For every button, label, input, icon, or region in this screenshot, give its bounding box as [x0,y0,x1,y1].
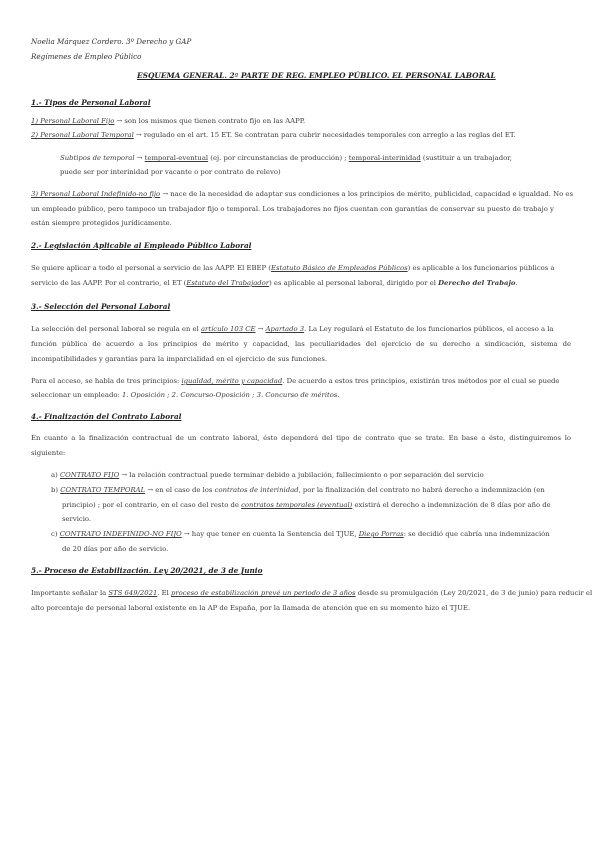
proceso-estabilizacion-link[interactable]: proceso de estabilización prevé un periodo de 3 años [171,589,356,597]
personal-fijo-link[interactable]: 1) Personal Laboral Fijo [31,117,115,125]
personal-temporal-link[interactable]: 2) Personal Laboral Temporal [31,131,134,139]
s1-fijo-text: → son los mismos que tienen contrato fijo en las AAPP. [114,117,306,125]
section-4-heading: 4.- Finalización del Contrato Laboral [31,412,182,421]
s1-temporal-text: → regulado en el art. 15 ET. Se contratan para cubrir necesidades temporales con arreglo a las reglas del ET. [133,131,516,139]
s3-line-2: función pública de acuerdo a los principios de mérito y capacidad, las peculiaridades del ejercicio de su derecho a sindicación, sistema de [31,340,571,348]
s3-text-4: . De acuerdo a estos tres principios, existirán tres métodos por el cual se puede [282,377,560,385]
s4-item-c-line-1 [51,530,550,538]
item-b-text-1: → en el caso de los [145,486,215,494]
item-c-prefix: c) [51,530,60,538]
contratos-interinidad: contratos de interinidad [214,486,299,494]
arrow-1: → [134,154,145,162]
contratos-eventual-link[interactable]: contratos temporales (eventual) [241,501,353,509]
s4-item-c-line-2: de 20 días por año de servicio. [62,545,169,553]
item-b-text-2: , por la finalización del contrato no habrá derecho a indemnización (en [298,486,545,494]
s1-subtipos-line-1 [60,154,512,162]
derecho-trabajo: Derecho del Trabajo [438,279,516,287]
indef-text-1: → nace de la necesidad de adaptar sus condiciones a los principios de mérito, publicidad, capacidad e igualdad. No es [160,190,573,198]
contrato-temporal-link[interactable]: CONTRATO TEMPORAL [60,486,146,494]
articulo-103-link[interactable]: artículo 103 CE [200,325,256,333]
principios-link[interactable]: igualdad, mérito y capacidad [181,377,283,385]
s2-text-4: ) es aplicable al personal laboral, dirigido por el [269,279,439,287]
s1-subtipos-line-2: puede ser por interinidad por vacante o por contrato de relevo) [60,168,281,176]
item-c-text-1: → hay que tener en cuenta la Sentencia del TJUE, [181,530,359,538]
s3-line-5 [31,391,340,399]
s3-arrow: → [255,325,266,333]
diego-porras-link[interactable]: Diego Porras [358,530,404,538]
s3-text-5: seleccionar un empleado: [31,391,122,399]
subtipos-label: Subtipos de temporal [60,154,135,162]
s4-item-b-line-3: servicio. [62,515,92,523]
s2-line-1 [31,264,555,272]
section-1-heading: 1.- Tipos de Personal Laboral [31,98,151,107]
contrato-fijo-link[interactable]: CONTRATO FIJO [59,471,120,479]
subject-line: Regímenes de Empleo Público [31,52,142,61]
metodos-list: 1. Oposición ; 2. Concurso-Oposición ; 3. Concurso de méritos [121,391,338,399]
temporal-eventual-link[interactable]: temporal-eventual [144,154,209,162]
s3-text-2: . La Ley regulará el Estatuto de los funcionarios públicos, el acceso a la [304,325,554,333]
s4-item-b-line-2 [62,501,551,509]
s2-text-3: servicio de las AAPP. Por el contrario, el ET ( [31,279,187,287]
eventual-desc: (ej. por circunstancias de producción) ; [208,154,349,162]
s4-intro-line-1: En cuanto a la finalización contractual de un contrato laboral, ésto dependerá del tipo de contrato que se trate. En base a ésto, distinguiremos lo [31,434,571,442]
apartado-3-link[interactable]: Apartado 3 [265,325,305,333]
s5-line-2: alto porcentaje de personal laboral existente en la AP de España, por la llamada de atención que en su momento hizo el TJUE. [31,604,471,612]
s5-text-2: . El [157,589,172,597]
document-title: ESQUEMA GENERAL. 2ª PARTE DE REG. EMPLEO PÚBLICO. EL PERSONAL LABORAL [137,71,496,80]
contrato-indefinido-link[interactable]: CONTRATO INDEFINIDO-NO FIJO [59,530,182,538]
section-5-heading: 5.- Proceso de Estabilización. Ley 20/2021, de 3 de Junio [31,566,263,575]
s1-indef-line-2: un empleado público, pero tampoco un trabajador fijo o temporal. Los trabajadores no fijos cuentan con garantías de conservar su puesto de trabajo y [31,205,554,213]
personal-indefinido-link[interactable]: 3) Personal Laboral Indefinido-no fijo [31,190,161,198]
s3-line-3: incompatibilidades y garantías para la imparcialidad en el ejercicio de sus funciones. [31,355,328,363]
s3-text-1: La selección del personal laboral se regula en el [31,325,201,333]
item-c-text-2: : se decidió que cabría una indemnización [403,530,550,538]
section-2-heading: 2.- Legislación Aplicable al Empleado Público Laboral [31,241,252,250]
s2-text-5: . [515,279,518,287]
s3-text-6: . [337,391,340,399]
s5-text-1: Importante señalar la [31,589,109,597]
s4-item-b-line-1 [51,486,545,494]
sts-link[interactable]: STS 649/2021 [108,589,158,597]
s1-indef-line-1 [31,190,573,198]
s3-line-1 [31,325,554,333]
item-a-text: → la relación contractual puede terminar debido a jubilación, fallecimiento o por separación del servicio [119,471,484,479]
s2-text-1: Se quiere aplicar a todo el personal a servicio de las AAPP. El EBEP ( [31,264,271,272]
s3-line-4 [31,377,559,385]
ebep-link[interactable]: Estatuto Básico de Empleados Públicos [270,264,408,272]
item-b-text-4: existirá el derecho a indemnización de 8 días por año de [352,501,551,509]
s4-intro-line-2: siguiente: [31,449,66,457]
item-b-text-3: principio) ; por el contrario, en el caso del resto de [62,501,242,509]
temporal-interinidad-link[interactable]: temporal-interinidad [348,154,421,162]
item-a-prefix: a) [51,471,60,479]
interinidad-desc: (sustituir a un trabajador, [420,154,512,162]
s2-line-2 [31,279,518,287]
s5-text-3: desde su promulgación (Ley 20/2021, de 3 de junio) para reducir el [355,589,593,597]
s3-text-3: Para el acceso, se habla de tres principios: [31,377,182,385]
s2-text-2: ) es aplicable a los funcionarios públicos a [407,264,555,272]
et-link[interactable]: Estatuto del Trabajador [186,279,270,287]
s1-fijo-line [31,117,305,125]
s1-indef-line-3: están siempre protegidos jurídicamente. [31,219,172,227]
s5-line-1 [31,589,592,597]
author-line: Noelia Márquez Cordero. 3º Derecho y GAP [31,37,192,46]
s4-item-a [51,471,484,479]
section-3-heading: 3.- Selección del Personal Laboral [31,302,171,311]
item-b-prefix: b) [51,486,61,494]
s1-temporal-line [31,131,516,139]
